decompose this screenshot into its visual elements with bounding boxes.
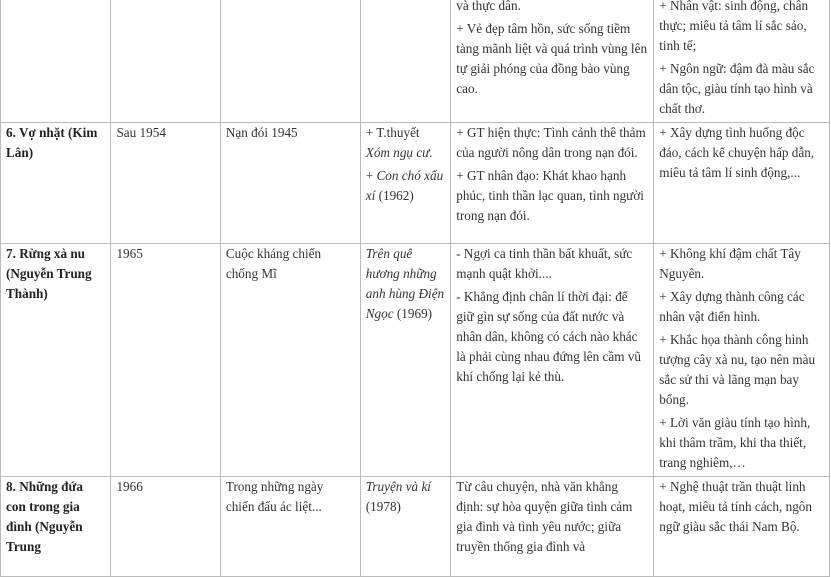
title-cell <box>1 0 111 123</box>
art-paragraph: + Nhân vật: sinh động, chân thực; miêu tả tâm lí sắc sảo, tinh tế; <box>659 0 809 53</box>
work-title: 6. Vợ nhặt (Kim Lân) <box>6 125 98 160</box>
collection-cell <box>360 0 450 123</box>
year-text: Sau 1954 <box>116 125 166 140</box>
art-paragraph: + Nghệ thuật trần thuật linh hoạt, miêu tả tính cách, ngôn ngữ giàu sắc thái Nam Bộ. <box>659 479 812 534</box>
art-paragraph: + Xây dựng tình huống độc đáo, cách kể chuyện hấp dẫn, miêu tả tâm lí sinh động,... <box>659 125 815 180</box>
content-cell <box>451 0 654 123</box>
work-title: 7. Rừng xà nu (Nguyễn Trung Thành) <box>6 246 92 301</box>
content-paragraph: + GT nhân đạo: Khát khao hạnh phúc, tinh thần lạc quan, tình người trong nạn đói. <box>456 168 644 223</box>
context-cell <box>220 0 360 123</box>
year-cell <box>111 123 220 244</box>
art-paragraph: + Lời văn giàu tính tạo hình, khi thâm trầm, khi tha thiết, trang nghiêm,… <box>659 415 811 470</box>
context-cell <box>220 123 360 244</box>
content-paragraph: + GT hiện thực: Tình cảnh thê thảm của người nông dân trong nạn đói. <box>456 125 646 160</box>
collection-line: Truyện và kí (1978) <box>365 479 431 514</box>
context-text: Trong những ngày chiến đấu ác liệt... <box>225 479 324 514</box>
context-text: Cuộc kháng chiến chống Mĩ <box>225 246 322 281</box>
context-cell <box>220 477 360 577</box>
context-text: Nạn đói 1945 <box>225 125 298 140</box>
content-cell <box>451 244 654 477</box>
work-title: 8. Những đứa con trong gia đình (Nguyễn Trung <box>6 479 84 554</box>
content-paragraph: và thực dân. <box>456 0 521 13</box>
content-paragraph: Từ câu chuyện, nhà văn khẳng định: sự hòa quyện giữa tình cảm gia đình và tình yêu nước; giữa truyền thống gia đình và <box>456 479 633 554</box>
art-cell <box>654 477 830 577</box>
table-row <box>1 244 830 477</box>
year-text: 1965 <box>116 246 143 261</box>
content-paragraph: - Khẳng định chân lí thời đại: để giữ gìn sự sống của đất nước và nhân dân, không có cách nào khác là phải cùng nhau đứng lên cầm vũ khí chống lại kẻ thù. <box>456 289 641 384</box>
content-paragraph: - Ngợi ca tinh thần bất khuất, sức mạnh quật khởi.... <box>456 246 633 281</box>
title-cell <box>1 477 111 577</box>
content-cell <box>451 477 654 577</box>
content-cell <box>451 123 654 244</box>
art-paragraph: + Khắc họa thành công hình tượng cây xà nu, tạo nên màu sắc sử thi và lãng mạn bay bổng. <box>659 332 816 407</box>
art-cell <box>654 244 830 477</box>
art-cell <box>654 0 830 123</box>
art-paragraph: + Ngôn ngữ: đậm đà màu sắc dân tộc, giàu tính tạo hình và chất thơ. <box>659 61 815 116</box>
context-cell <box>220 244 360 477</box>
year-cell <box>111 0 220 123</box>
collection-cell <box>360 244 450 477</box>
art-paragraph: + Xây dựng thành công các nhân vật điển hình. <box>659 289 805 324</box>
collection-line: + T.thuyết Xóm ngụ cư. <box>365 125 433 160</box>
table-row <box>1 123 830 244</box>
year-text: 1966 <box>116 479 143 494</box>
title-cell <box>1 123 111 244</box>
year-cell <box>111 477 220 577</box>
collection-line: Trên quê hương những anh hùng Điện Ngọc (1969) <box>365 246 445 321</box>
collection-cell <box>360 477 450 577</box>
art-paragraph: + Không khí đậm chất Tây Nguyên. <box>659 246 801 281</box>
year-cell <box>111 244 220 477</box>
collection-cell <box>360 123 450 244</box>
title-cell <box>1 244 111 477</box>
content-paragraph: + Vẻ đẹp tâm hồn, sức sống tiềm tàng mãnh liệt và quá trình vùng lên tự giải phóng của đồng bào vùng cao. <box>456 21 648 96</box>
collection-line: + Con chó xấu xí (1962) <box>365 168 444 203</box>
table-row <box>1 0 830 123</box>
table-row <box>1 477 830 577</box>
art-cell <box>654 123 830 244</box>
